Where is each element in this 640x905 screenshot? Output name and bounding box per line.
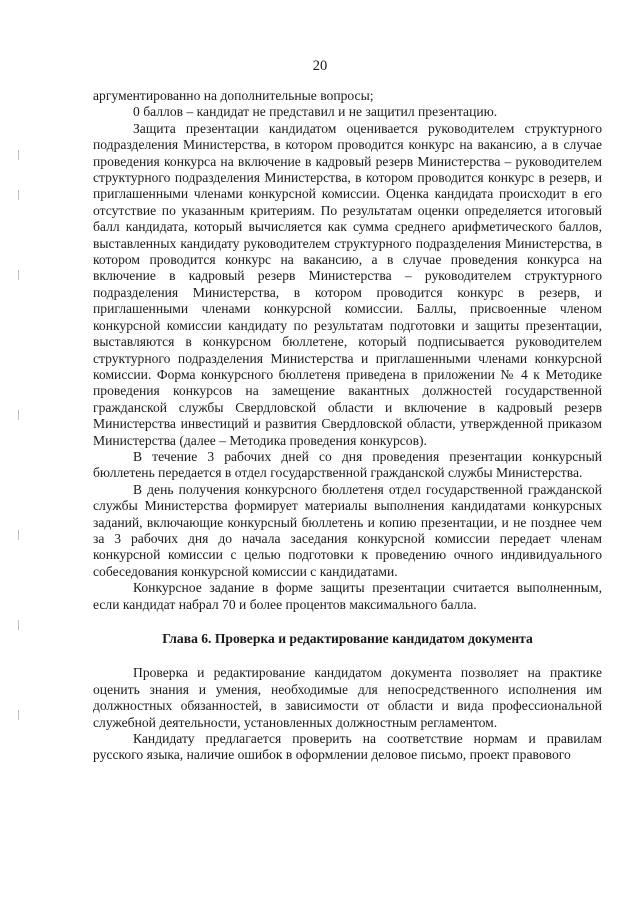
paragraph: Защита презентации кандидатом оценивается руководителем структурного подразделения Министерства, в котором проводится конкурс на вакансию, а в случае проведения конкурса на включение в кадровый резерв Министерства – руководителем структурного подразделения Министерства, в котором проводится конкурс в резерв, и приглашенными членами конкурсной комиссии. Оценка кандидата происходит в его отсутствие по указанным критериям. По результатам оценки определяется итоговый балл кандидата, который вычисляется как сумма среднего арифметического баллов, выставленных кандидату руководителем структурного подразделения Министерства, в котором проводится конкурс на вакансию, а в случае проведения конкурса на включение в кадровый резерв Министерства – руководителем структурного подразделения Министерства, в котором проводится конкурс в резерв, и приглашенными членами конкурсной комиссии. Баллы, присвоенные членом конкурсной комиссии кандидату по результатам подготовки и защиты презентации, выставляются в конкурсном бюллетене, который подписывается руководителем структурного подразделения Министерства и приглашенными членами конкурсной комиссии. Форма конкурсного бюллетеня приведена в приложении № 4 к Методике проведения конкурсов на замещение вакантных должностей государственной гражданской службы Свердловской области и включение в кадровый резерв Министерства инвестиций и развития Свердловской области, утвержденной приказом Министерства (далее – Методика проведения конкурсов). — [93, 120, 602, 448]
page-number: 20 — [312, 58, 328, 74]
paragraph: В день получения конкурсного бюллетеня отдел государственной гражданской службы Министерства формирует материалы выполнения кандидатами конкурсных заданий, включающие конкурсный бюллетень и копию презентации, и не позднее чем за 3 рабочих дня до начала заседания конкурсной комиссии передает членам конкурсной комиссии с целью подготовки к проведению очного индивидуального собеседования конкурсной комиссии с кандидатами. — [93, 481, 602, 579]
document-body — [93, 88, 602, 764]
paragraph: Кандидату предлагается проверить на соответствие нормам и правилам русского языка, наличие ошибок в оформлении деловое письмо, проект правового — [93, 731, 602, 763]
chapter-heading: Глава 6. Проверка и редактирование кандидатом документа — [162, 631, 533, 646]
paragraph: 0 баллов – кандидат не представил и не защитил презентацию. — [133, 104, 498, 120]
scan-margin-marks — [18, 150, 20, 750]
paragraph: аргументированно на дополнительные вопросы; — [93, 88, 374, 103]
paragraph: Конкурсное задание в форме защиты презентации считается выполненным, если кандидат набрал 70 и более процентов максимального балла. — [93, 580, 602, 612]
paragraph: В течение 3 рабочих дней со дня проведения презентации конкурсный бюллетень передается в отдел государственной гражданской службы Министерства. — [93, 448, 602, 481]
paragraph: Проверка и редактирование кандидатом документа позволяет на практике оценить знания и умения, необходимые для непосредственного исполнения им должностных обязанностей, в зависимости от области и вида профессиональной служебной деятельности, установленных должностным регламентом. — [93, 665, 602, 730]
